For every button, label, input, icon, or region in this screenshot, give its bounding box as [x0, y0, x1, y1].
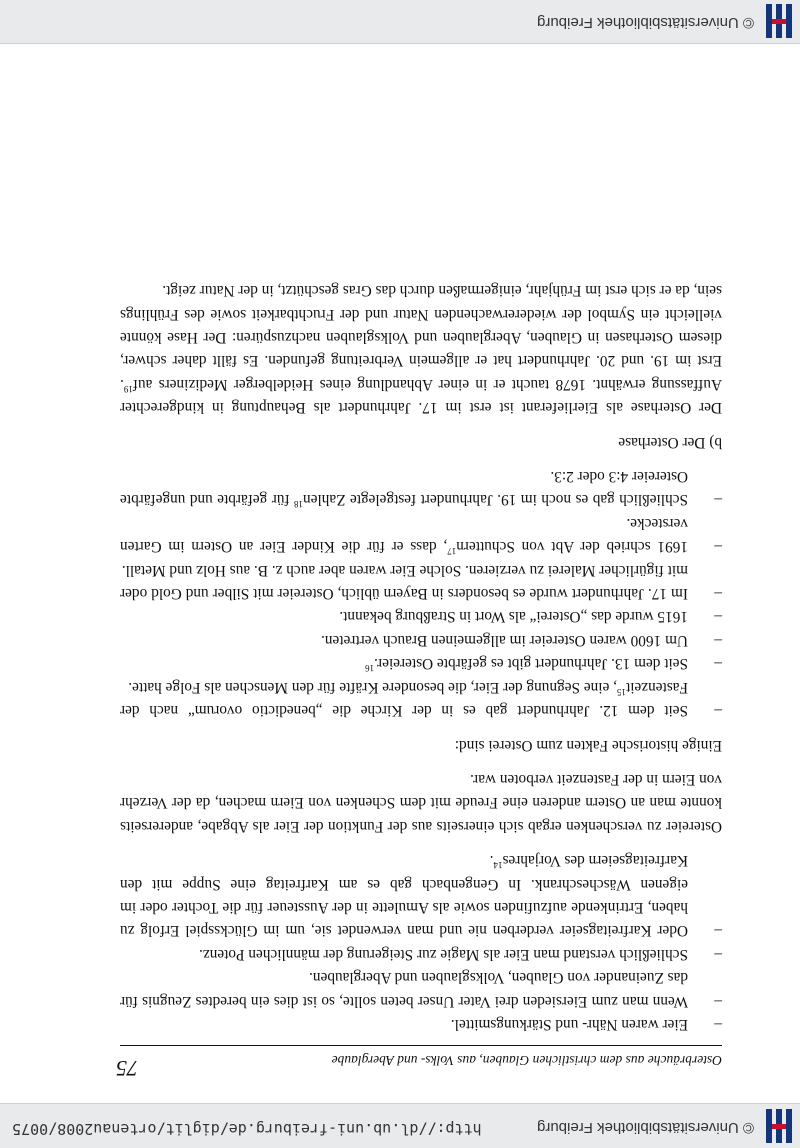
list-item-text-rest: , eine Segnung der Eier, die besondere Kräfte für den Menschen als Folge hatte. — [128, 678, 617, 696]
footnote-ref: 15 — [616, 686, 626, 697]
list-item-text: Eier waren Nähr- und Stärkungsmittel. — [450, 1016, 688, 1033]
bullet-dash: – — [714, 538, 722, 556]
paragraph-easter-bunny-text: Der Osterhase als Eierlieferant ist erst im 17. Jahrhundert als Behauptung in kindgerechter Auffassung erwähnt. 1678 taucht er in einer Abhandlung eines Heidelberger Mediziners auf — [120, 375, 722, 417]
list-item — [120, 558, 722, 605]
university-logo-icon — [766, 4, 792, 38]
paragraph-easter-bunny — [120, 279, 722, 419]
copyright-notice: © Universitätsbibliothek Freiburg — [537, 1119, 754, 1136]
bullet-dash: – — [714, 1016, 722, 1033]
bullet-dash: – — [714, 992, 722, 1010]
bullet-dash: – — [714, 945, 722, 963]
list-item — [120, 465, 722, 512]
list-item-text: Seit dem 13. Jahrhundert gibt es gefärbte Ostereier. — [374, 655, 688, 673]
list-item-text: Seit dem 12. Jahrhundert gab es in der Kirche die „benedictio ovorum“ nach der Fastenzeit — [120, 678, 688, 720]
footnote-ref: 14 — [493, 860, 503, 871]
footnote-ref: 19 — [123, 383, 133, 394]
list-item — [120, 966, 722, 1013]
list-item-text: Wenn man zum Eiersieden drei Vater Unser beten sollte, so ist dies ein beredtes Zeugnis für das Zueinander von Glauben, Volksglauben und Aberglauben. — [120, 969, 688, 1010]
viewer-header-bar — [0, 1103, 800, 1148]
page-number: 75 — [116, 1056, 138, 1081]
list-item — [120, 605, 722, 628]
page-body — [120, 279, 722, 1036]
list-item-text-rest: für gefärbte und ungefärbte Ostereier 4:3 oder 2:3. — [120, 468, 688, 509]
list-item-text: Um 1600 waren Ostereier im allgemeinen Brauch vertreten. — [321, 631, 688, 649]
list-item-text: 1615 wurde das „Osterei“ als Wort in Straßburg bekannt. — [339, 608, 688, 626]
paragraph-easter-bunny-rest: . Erst im 19. und 20. Jahrhundert hat er allgemein Verbreitung gefunden. Es fällt daher schwer, diesem Osterhasen in Glauben, Aberglauben und Volksglauben nachzuspüren: Der Hase könnte vielleicht ein Symbol der wiedererwachenden Natur und der Fruchtbarkeit sowie des Frühlings sein, da er sich erst im Frühjahr, einigermaßen durch das Gras geschützt, in der Natur zeigt. — [120, 282, 722, 393]
bullet-dash: – — [714, 631, 722, 649]
list-item-text: Oder Karfreitagseier verderben nie und man verwendet sie, um im Glücksspiel Erfolg zu haben, Ertrinkende aufzufinden sowie als Amulette in der Aussteuer für die Tochter oder im eigenen Wäscheschrank. In Gengenbach gab es am Karfreitag eine Suppe mit den Karfreitagseiern des Vorjahres — [120, 852, 688, 940]
list-item — [120, 675, 722, 722]
bullet-dash: – — [714, 655, 722, 673]
bullet-dash: – — [714, 922, 722, 940]
list-item-text: Schließlich gab es noch im 19. Jahrhundert festgelegte Zahlen — [303, 491, 688, 509]
list-item-text: Schließlich verstand man Eier als Magie zur Steigerung der männlichen Potenz. — [199, 945, 688, 963]
scanned-page — [62, 72, 722, 1081]
viewer-footer-bar — [0, 0, 800, 44]
section-heading: b) Der Osterhase — [618, 433, 722, 451]
list-item-text: 1691 schrieb der Abt von Schuttern — [456, 538, 688, 556]
university-logo-icon — [766, 1109, 792, 1143]
bullet-dash: – — [714, 491, 722, 509]
list-item — [120, 652, 722, 675]
list-item — [120, 849, 722, 943]
running-head: Osterbräuche aus dem christlichen Glauben, aus Volks- und Aberglaube — [120, 1045, 722, 1072]
bullet-dash: – — [714, 702, 722, 720]
copyright-notice: © Universitätsbibliothek Freiburg — [537, 14, 754, 31]
list-item — [120, 629, 722, 652]
bullet-dash: – — [714, 608, 722, 626]
list-historical-facts — [120, 465, 722, 722]
list-item — [120, 1013, 722, 1036]
page-url-link[interactable]: http://dl.ub.uni-freiburg.de/diglit/ortenau2008/0075 — [12, 1120, 482, 1138]
footnote-ref: 16 — [365, 663, 375, 674]
footnote-ref: 17 — [447, 546, 457, 557]
bullet-dash: – — [714, 585, 722, 603]
paragraph-facts-intro: Einige historische Fakten zum Osterei sind: — [454, 736, 722, 754]
footnote-ref: 18 — [294, 499, 303, 510]
list-item — [120, 942, 722, 965]
list-item-text: Im 17. Jahrhundert wurde es besonders in Bayern üblich, Ostereier mit Silber und Gold oder mit figürlicher Malerei zu verzieren. Solche Eier waren aber auch z. B. aus Holz und Metall. — [120, 561, 688, 603]
list-item-text-rest: . — [489, 852, 494, 870]
list-item-text-rest: , dass er für die Kinder Eier an Ostern im Garten verstecke. — [120, 514, 688, 556]
list-item — [120, 511, 722, 558]
paragraph-gifting: Ostereier zu verschenken ergab sich einerseits aus der Funktion der Eier als Abgabe, andererseits konnte man an Ostern anderen eine Freude mit dem Schenken von Eiern machen, da der Verzehr von Eiern in der Fastenzeit verboten war. — [120, 770, 722, 835]
list-magic-eggs — [120, 849, 722, 1036]
